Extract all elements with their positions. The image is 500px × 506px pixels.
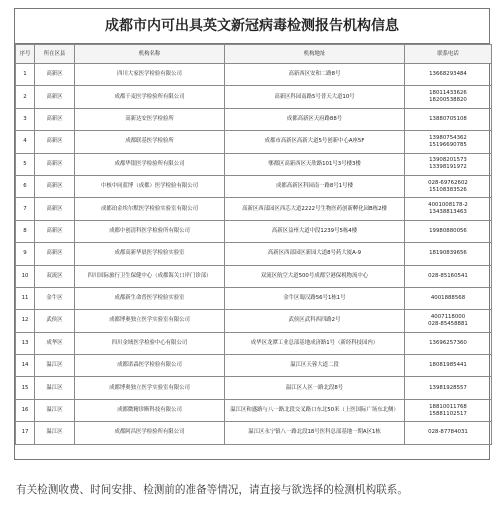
header-no: 序号 xyxy=(16,45,35,64)
cell-district: 高新区 xyxy=(35,108,75,130)
cell-district: 高新区 xyxy=(35,220,75,242)
phone-number: 028-87784031 xyxy=(428,429,468,436)
cell-org: 成都珀金埃尔默医学检验实验室有限公司 xyxy=(75,198,225,220)
cell-address: 温江区天蓉大道二段 xyxy=(225,355,405,377)
cell-district: 高新区 xyxy=(35,198,75,220)
cell-phone xyxy=(405,355,492,377)
table-row xyxy=(16,131,492,153)
table-row xyxy=(16,287,492,309)
cell-district: 温江区 xyxy=(35,377,75,399)
phone-number: 028-85160541 xyxy=(428,272,468,279)
cell-district: 高新区 xyxy=(35,175,75,197)
table-header-row xyxy=(16,45,492,64)
phone-number: 18200538820 xyxy=(429,97,467,104)
cell-no: 12 xyxy=(16,310,35,332)
cell-no: 8 xyxy=(16,220,35,242)
cell-org: 成都微精诊断科技有限公司 xyxy=(75,399,225,421)
cell-no: 15 xyxy=(16,377,35,399)
cell-address: 成都高新区天府路88号 xyxy=(225,108,405,130)
table-row xyxy=(16,377,492,399)
cell-org: 成都联基医学检验所 xyxy=(75,131,225,153)
cell-address: 高新区西部园区新园大道8号药大厦A-9 xyxy=(225,243,405,265)
phone-number: 4007118000 xyxy=(430,313,466,320)
cell-address: 高新区科园南路5号普天大道10号 xyxy=(225,86,405,108)
cell-no: 13 xyxy=(16,332,35,354)
cell-district: 温江区 xyxy=(35,422,75,444)
cell-no: 16 xyxy=(16,399,35,421)
cell-district: 高新区 xyxy=(35,153,75,175)
phone-number: 18190839656 xyxy=(429,250,467,257)
cell-phone xyxy=(405,108,492,130)
phone-number: 028-85458881 xyxy=(428,320,468,327)
footer-note: 有关检测收费、时间安排、检测前的准备等情况，请直接与欲选择的检测机构联系。 xyxy=(16,484,408,496)
cell-district: 温江区 xyxy=(35,355,75,377)
cell-district: 高新区 xyxy=(35,86,75,108)
table-row xyxy=(16,153,492,175)
phone-number: 18081985441 xyxy=(429,362,467,369)
cell-phone xyxy=(405,243,492,265)
cell-no: 3 xyxy=(16,108,35,130)
table-row xyxy=(16,175,492,197)
cell-org: 四川大家医学检验有限公司 xyxy=(75,64,225,86)
cell-phone xyxy=(405,153,492,175)
cell-phone xyxy=(405,310,492,332)
header-org: 机构名称 xyxy=(75,45,225,64)
cell-org: 四川国际旅行卫生保健中心（成都海关口岸门诊部） xyxy=(75,265,225,287)
cell-no: 2 xyxy=(16,86,35,108)
institution-table xyxy=(15,44,492,445)
cell-no: 14 xyxy=(16,355,35,377)
cell-no: 11 xyxy=(16,287,35,309)
cell-address: 郫都区高新西区天欣路101号3号楼3楼 xyxy=(225,153,405,175)
cell-phone xyxy=(405,377,492,399)
table-row xyxy=(16,265,492,287)
phone-number: 13696257360 xyxy=(429,339,467,346)
cell-phone xyxy=(405,64,492,86)
cell-address: 双流区航空大道500号成都空港保税物流中心 xyxy=(225,265,405,287)
phone-number: 18011433626 xyxy=(429,90,467,97)
cell-address: 高新西区安和二路8号 xyxy=(225,64,405,86)
cell-org: 成都中创清科医学检验所有限公司 xyxy=(75,220,225,242)
cell-org: 成都华银医学检验所有限公司 xyxy=(75,153,225,175)
cell-phone xyxy=(405,220,492,242)
phone-number: 15196690785 xyxy=(429,141,467,148)
cell-district: 高新区 xyxy=(35,131,75,153)
cell-org: 成都阿昌医学检验所有限公司 xyxy=(75,422,225,444)
header-district: 所在区县 xyxy=(35,45,75,64)
cell-district: 成华区 xyxy=(35,332,75,354)
cell-phone xyxy=(405,332,492,354)
table-row xyxy=(16,220,492,242)
phone-number: 13668293484 xyxy=(429,71,467,78)
cell-org: 成都高新华晨医学检验实验室 xyxy=(75,243,225,265)
cell-phone xyxy=(405,422,492,444)
cell-no: 5 xyxy=(16,153,35,175)
table-row xyxy=(16,310,492,332)
table-row xyxy=(16,108,492,130)
table-row xyxy=(16,86,492,108)
cell-org: 中核中同蓝博（成都）医学检验有限公司 xyxy=(75,175,225,197)
cell-address: 成都高新区科园南一路8号1号楼 xyxy=(225,175,405,197)
cell-no: 7 xyxy=(16,198,35,220)
cell-district: 高新区 xyxy=(35,64,75,86)
cell-address: 成都市高新区高新大道5号创新中心A座5F xyxy=(225,131,405,153)
cell-org: 成都新生命普医学检验实验室 xyxy=(75,287,225,309)
cell-address: 温江区和盛路与八一路北段交叉路口东北50米（上医国际广场东北侧） xyxy=(225,399,405,421)
table-body xyxy=(16,64,492,445)
phone-number: 4001008178-2 xyxy=(428,202,468,209)
phone-number: 13908201573 xyxy=(429,157,467,164)
cell-phone xyxy=(405,399,492,421)
cell-address: 温江区永宁镇八一路北段18号医科总部基地一期A区1栋 xyxy=(225,422,405,444)
cell-district: 金牛区 xyxy=(35,287,75,309)
phone-number: 4001888568 xyxy=(430,295,466,302)
phone-number: 13398191972 xyxy=(429,164,467,171)
cell-no: 9 xyxy=(16,243,35,265)
cell-phone xyxy=(405,265,492,287)
table-row xyxy=(16,422,492,444)
cell-phone xyxy=(405,131,492,153)
cell-district: 武侯区 xyxy=(35,310,75,332)
cell-no: 17 xyxy=(16,422,35,444)
table-row xyxy=(16,243,492,265)
table-row xyxy=(16,355,492,377)
cell-phone xyxy=(405,198,492,220)
phone-number: 13980754362 xyxy=(429,134,467,141)
cell-phone xyxy=(405,86,492,108)
cell-no: 6 xyxy=(16,175,35,197)
phone-number: 13981928557 xyxy=(429,384,467,391)
table-row xyxy=(16,198,492,220)
phone-number: 15108383526 xyxy=(429,186,467,193)
phone-number: 15881102517 xyxy=(429,410,467,417)
table-row xyxy=(16,64,492,86)
cell-address: 武侯区武科西四路2号 xyxy=(225,310,405,332)
phone-number: 13880705108 xyxy=(429,115,467,122)
cell-no: 4 xyxy=(16,131,35,153)
cell-org: 成都博奥独立医学实验室有限公司 xyxy=(75,310,225,332)
cell-district: 温江区 xyxy=(35,399,75,421)
cell-address: 成华区龙潭工业总部基地成济路1号（新经科技园内） xyxy=(225,332,405,354)
cell-no: 1 xyxy=(16,64,35,86)
cell-address: 金牛区蜀汉路56号1栋1号 xyxy=(225,287,405,309)
cell-phone xyxy=(405,175,492,197)
cell-no: 10 xyxy=(16,265,35,287)
cell-org: 成都诺森医学检验有限公司 xyxy=(75,355,225,377)
cell-address: 高新区益州大道中段1239号5栋4楼 xyxy=(225,220,405,242)
phone-number: 19980880056 xyxy=(429,227,467,234)
cell-district: 高新区 xyxy=(35,243,75,265)
info-sheet xyxy=(14,8,490,460)
table-row xyxy=(16,399,492,421)
cell-org: 四川金域医学检验中心有限公司 xyxy=(75,332,225,354)
cell-address: 温江区人区一路北段8号 xyxy=(225,377,405,399)
cell-phone xyxy=(405,287,492,309)
phone-number: 18810011768 xyxy=(429,403,467,410)
cell-address: 高新区西部园区西芯大道2222号生物医药创新孵化园B栋2楼 xyxy=(225,198,405,220)
cell-org: 高新达安医学检验所 xyxy=(75,108,225,130)
header-address: 机构地址 xyxy=(225,45,405,64)
cell-org: 成都博奥独立医学实验室有限公司 xyxy=(75,377,225,399)
header-phone: 联系电话 xyxy=(405,45,492,64)
phone-number: 13438813463 xyxy=(429,209,467,216)
phone-number: 028-69762602 xyxy=(428,179,468,186)
cell-district: 双流区 xyxy=(35,265,75,287)
table-row xyxy=(16,332,492,354)
cell-org: 成都千麦医学检验所有限公司 xyxy=(75,86,225,108)
sheet-title: 成都市内可出具英文新冠病毒检测报告机构信息 xyxy=(15,9,489,44)
